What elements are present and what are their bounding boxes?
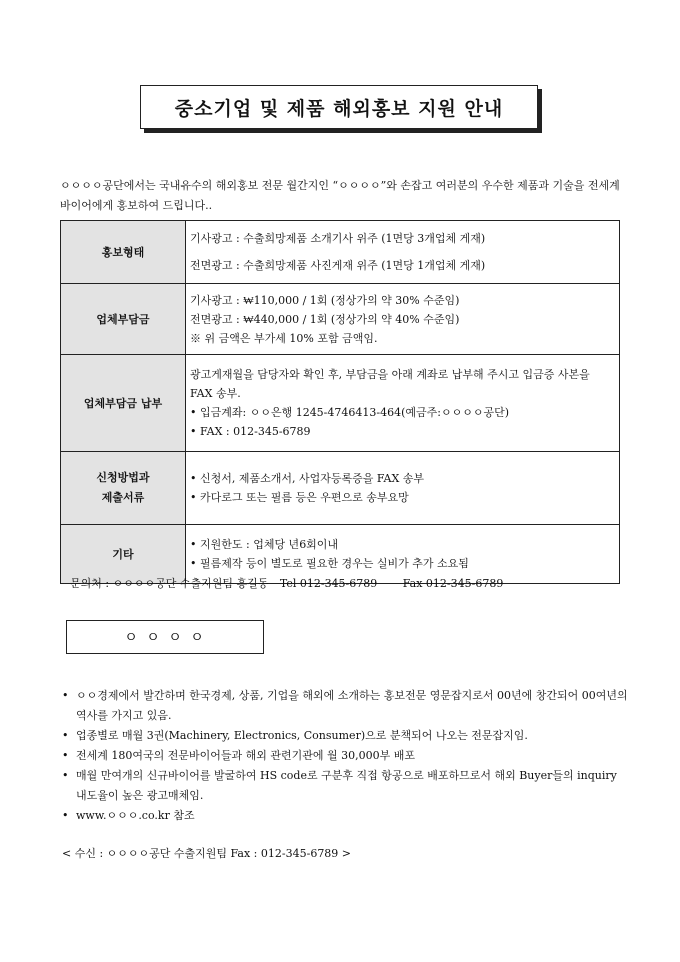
content-line: 기사광고 : ₩110,000 / 1회 (정상가의 약 30% 수준임) [190,293,460,307]
list-item [60,766,628,806]
content-line: 전면광고 : ₩440,000 / 1회 (정상가의 약 40% 수준임) [190,312,460,326]
list-item [60,726,628,746]
list-item-text: ㅇㅇ경제에서 발간하며 한국경제, 상품, 기업을 해외에 소개하는 홍보전문 영문잡지로서 00년에 창간되어 00여년의 역사를 가지고 있음. [76,689,628,722]
bullet-icon: • [62,749,69,762]
row-content-promo-type [186,221,620,284]
content-line: • FAX : 012-345-6789 [190,425,311,438]
row-content-fee [186,284,620,355]
list-item [60,746,628,766]
content-line: • 필름제작 등이 별도로 필요한 경우는 실비가 추가 소요됨 [190,557,469,570]
contact-tel: Tel 012-345-6789 [279,577,378,590]
contact-fax: Fax 012-345-6789 [402,577,504,590]
row-label-application [61,452,186,525]
content-line: • 신청서, 제품소개서, 사업자등록증을 FAX 송부 [190,472,425,485]
table-row [61,221,620,284]
list-item-text: 업종별로 매월 3권(Machinery, Electronics, Consumer)으로 분책되어 나오는 전문잡지임. [76,729,528,742]
row-content-payment [186,355,620,452]
table-row [61,452,620,525]
bullet-icon: • [62,809,69,822]
bullet-icon: • [62,769,69,782]
row-label-promo-type: 홍보형태 [61,221,186,284]
contact-text: 문의처 : ㅇㅇㅇㅇ공단 수출지원팀 홍길동 [70,577,269,590]
content-line: ※ 위 금액은 부가세 10% 포함 금액임. [190,331,378,345]
label-line: 제출서류 [101,491,145,504]
list-item [60,686,628,726]
page-title: 중소기업 및 제품 해외홍보 지원 안내 [140,85,538,129]
table-row [61,284,620,355]
contact-line [70,575,630,591]
magazine-description-list [60,686,628,826]
row-label-fee: 업체부담금 [61,284,186,355]
list-item-text: 전세계 180여국의 전문바이어들과 해외 관련기관에 월 30,000부 배포 [76,749,415,762]
bullet-icon: • [62,729,69,742]
table-row [61,355,620,452]
bullet-icon: • [62,689,69,702]
label-line: 신청방법과 [96,471,150,484]
content-line: 광고게재월을 담당자와 확인 후, 부담금을 아래 계좌로 납부해 주시고 입금증 사본을 FAX 송부. [190,368,590,400]
row-label-payment: 업체부담금 납부 [61,355,186,452]
content-line: • 지원한도 : 업체당 년6회이내 [190,538,339,551]
content-line: 전면광고 : 수출희망제품 사진게재 위주 (1면당 1개업체 게재) [190,259,486,272]
magazine-name-box: ㅇ ㅇ ㅇ ㅇ [66,620,264,654]
content-line: 기사광고 : 수출희망제품 소개기사 위주 (1면당 3개업체 게재) [190,232,486,245]
row-label-other: 기타 [61,525,186,584]
list-item-text: www.ㅇㅇㅇ.co.kr 참조 [76,809,195,822]
intro-paragraph: ㅇㅇㅇㅇ공단에서는 국내유수의 해외홍보 전문 월간지인 “ㅇㅇㅇㅇ”와 손잡고 여러분의 우수한 제품과 기술을 전세계 바이어에게 홍보하여 드립니다.. [60,179,620,212]
content-line: • 카다로그 또는 필름 등은 우편으로 송부요망 [190,491,409,504]
list-item [60,806,628,826]
list-item-text: 매월 만여개의 신규바이어를 발굴하여 HS code로 구분후 직접 항공으로 배포하므로서 해외 Buyer들의 inquiry 내도율이 높은 광고매체임. [76,769,617,802]
info-table [60,220,620,584]
content-line: • 입금계좌: ㅇㅇ은행 1245-4746413-464(예금주:ㅇㅇㅇㅇ공단) [190,406,510,419]
row-content-application [186,452,620,525]
receiver-line: < 수신 : ㅇㅇㅇㅇ공단 수출지원팀 Fax : 012-345-6789 > [62,847,352,860]
